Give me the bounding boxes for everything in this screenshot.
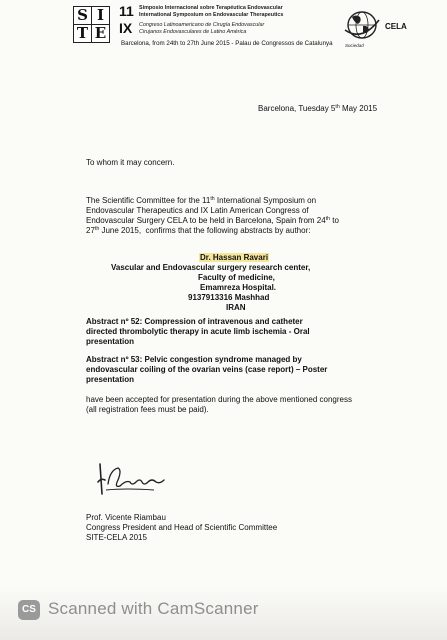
camscanner-logo: CS [18, 600, 40, 620]
globe-icon [344, 8, 380, 42]
abstract-52-line-3: presentation [86, 337, 135, 346]
intro-line-1: The Scientific Committee for the 11th International Symposium on [86, 196, 317, 205]
closing-line-1: have been accepted for presentation during the above mentioned congress [86, 395, 352, 404]
intro-line-3: Endovascular Surgery CELA to be held in Barcelona, Spain from 24th to [86, 216, 339, 225]
author-line-5: 9137913316 Mashhad [188, 293, 270, 302]
letter-date [258, 104, 377, 114]
edition-number: 11 [119, 3, 134, 19]
logo-letter-t: T [73, 24, 92, 43]
intro-line-2: Endovascular Therapeutics and IX Latin American Congress of [86, 206, 309, 215]
header-line-3: Congreso Latinoamericano de Cirugía Endovascular [139, 22, 265, 28]
signer-title: Congress President and Head of Scientific Committee [86, 523, 278, 532]
camscanner-watermark [0, 596, 447, 626]
header-dates: Barcelona, from 24th to 27th June 2015 - Palau de Congressos de Catalunya [121, 40, 333, 47]
closing-line-2: (all registration fees must be paid). [86, 405, 209, 414]
salutation: To whom it may concern. [86, 158, 175, 167]
signer-name: Prof. Vicente Riambau [86, 513, 166, 522]
abstract-53-line-3: presentation [86, 375, 135, 384]
abstract-52-line-2: directed thrombolytic therapy in acute limb ischemia - Oral [86, 327, 310, 336]
header-line-2: International Symposium on Endovascular Therapeutics [139, 12, 284, 18]
logo-letter-i: I [91, 6, 110, 25]
author-line-2: Vascular and Endovascular surgery research center, [111, 263, 311, 272]
logo-letter-s: S [73, 6, 92, 25]
header-line-4: Cirujanos Endovasculares de Latino América [139, 29, 247, 35]
logo-letter-e: E [91, 24, 110, 43]
cela-sub-label: Sociedad [345, 43, 364, 48]
abstract-53-line-1: Abstract nº 53: Pelvic congestion syndrome managed by [86, 355, 302, 364]
author-line-3: Faculty of medicine, [198, 273, 275, 282]
author-name [199, 253, 269, 263]
site-logo [73, 6, 113, 46]
edition-roman: IX [119, 20, 133, 36]
intro-line-4: 27th June 2015, confirms that the following abstracts by author: [86, 226, 311, 235]
camscanner-text: Scanned with CamScanner [48, 599, 259, 618]
signer-org: SITE-CELA 2015 [86, 533, 147, 542]
signature-image [96, 460, 166, 498]
abstract-53-line-2: endovascular coiling of the ovarian veins (case report) – Poster [86, 365, 328, 374]
author-line-4: Emamreza Hospital. [200, 283, 277, 292]
abstract-52-line-1: Abstract nº 52: Compression of intravenous and catheter [86, 317, 303, 326]
author-name-highlight: Dr. Hassan Ravari [200, 253, 269, 262]
header-line-1: Simposio Internacional sobre Terapéutica Endovascular [139, 5, 283, 11]
author-line-6: IRAN [226, 303, 246, 312]
date-text: Barcelona, Tuesday 5th May 2015 [258, 104, 378, 113]
cela-label: CELA [385, 22, 407, 31]
